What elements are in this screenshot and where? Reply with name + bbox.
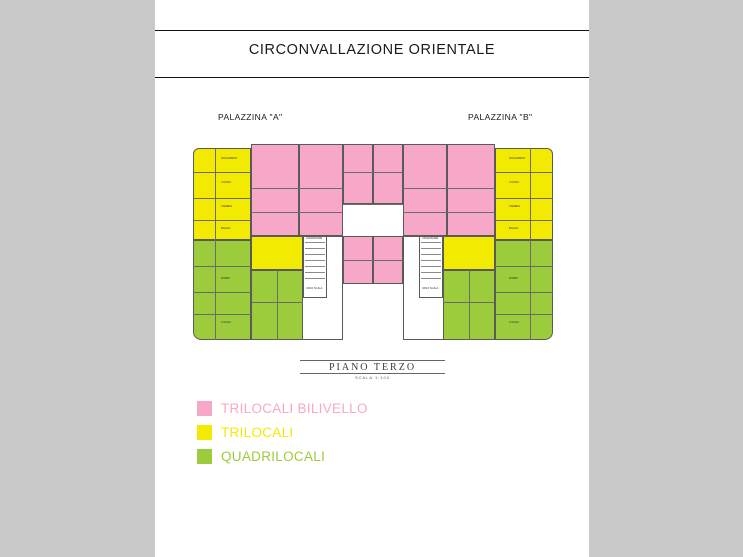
partition-line [215,240,216,340]
room-label: DISIMP. [221,277,231,280]
legend-swatch-pink [197,401,212,416]
partition-line [495,314,553,315]
room-label: BAGNO [509,227,519,230]
stair-tread [421,272,441,273]
room-label: ASCENSORE [422,237,439,240]
unit-pink-a2 [299,144,343,236]
room-label: BAGNO [221,227,231,230]
building-label-b: PALAZZINA "B" [468,112,533,122]
room-label: LOGGIA [509,321,519,324]
unit-pink-a1 [251,144,299,236]
stair-tread [421,248,441,249]
stair-tread [421,254,441,255]
plan-caption-main: PIANO TERZO [300,360,445,374]
legend-item-trilocali [197,420,368,444]
partition-line [495,172,553,173]
unit-pink-core-right [373,144,403,204]
room-label: DISIMP. [509,277,519,280]
partition-line [343,172,403,173]
unit-pink-b2 [447,144,495,236]
partition-line [193,266,251,267]
unit-pink-core-left [343,144,373,204]
room-label: CUCINA [509,181,519,184]
partition-line [495,198,553,199]
stair-tread [305,248,325,249]
partition-line [251,212,343,213]
partition-line [403,188,495,189]
partition-line [193,220,251,221]
unit-pink-b1 [403,144,447,236]
plan-caption [300,360,445,380]
room-label: ASCENSORE [306,237,323,240]
partition-line [530,148,531,240]
partition-line [215,148,216,240]
partition-line [469,270,470,340]
room-label: SOGGIORNO [509,157,526,160]
unit-yellow-b-outer [495,148,553,240]
partition-line [193,198,251,199]
stair-tread [305,254,325,255]
partition-line [277,270,278,340]
title-rule-top [155,30,589,31]
partition-line [403,212,495,213]
room-label: VANO SCALA [422,287,439,290]
legend-item-quadrilocali [197,444,368,468]
legend-label: QUADRILOCALI [221,448,326,464]
page-title: CIRCONVALLAZIONE ORIENTALE [248,42,496,58]
stair-tread [421,266,441,267]
partition-line [495,220,553,221]
stair-tread [421,242,441,243]
stair-tread [305,242,325,243]
legend-item-trilocali-bilivello [197,396,368,420]
stair-tread [305,266,325,267]
partition-line [193,314,251,315]
partition-line [343,204,403,205]
room-label: CUCINA [221,181,231,184]
partition-line [193,172,251,173]
unit-green-a-outer [193,240,251,340]
unit-yellow-a-inner [251,236,303,270]
drawing-sheet [155,0,589,557]
partition-line [495,292,553,293]
room-label: VANO SCALA [306,287,323,290]
partition-line [251,188,343,189]
stair-tread [305,260,325,261]
plan-caption-sub: SCALA 1:100 [354,375,391,380]
room-label: CAMERA [509,205,521,208]
legend-label: TRILOCALI [221,424,294,440]
title-rule-bottom [155,77,589,78]
partition-line [495,266,553,267]
partition-line [193,292,251,293]
room-label: SOGGIORNO [221,157,238,160]
legend-swatch-yellow [197,425,212,440]
partition-line [343,260,403,261]
stair-tread [305,272,325,273]
building-label-a: PALAZZINA "A" [218,112,283,122]
unit-green-b-outer [495,240,553,340]
floor-plan [193,142,553,357]
stair-tread [421,278,441,279]
legend [197,396,368,468]
room-label: LOGGIA [221,321,231,324]
stair-tread [421,260,441,261]
legend-swatch-green [197,449,212,464]
legend-label: TRILOCALI BILIVELLO [221,400,368,416]
partition-line [530,240,531,340]
room-label: CAMERA [221,205,233,208]
stair-tread [305,278,325,279]
unit-yellow-b-inner [443,236,495,270]
